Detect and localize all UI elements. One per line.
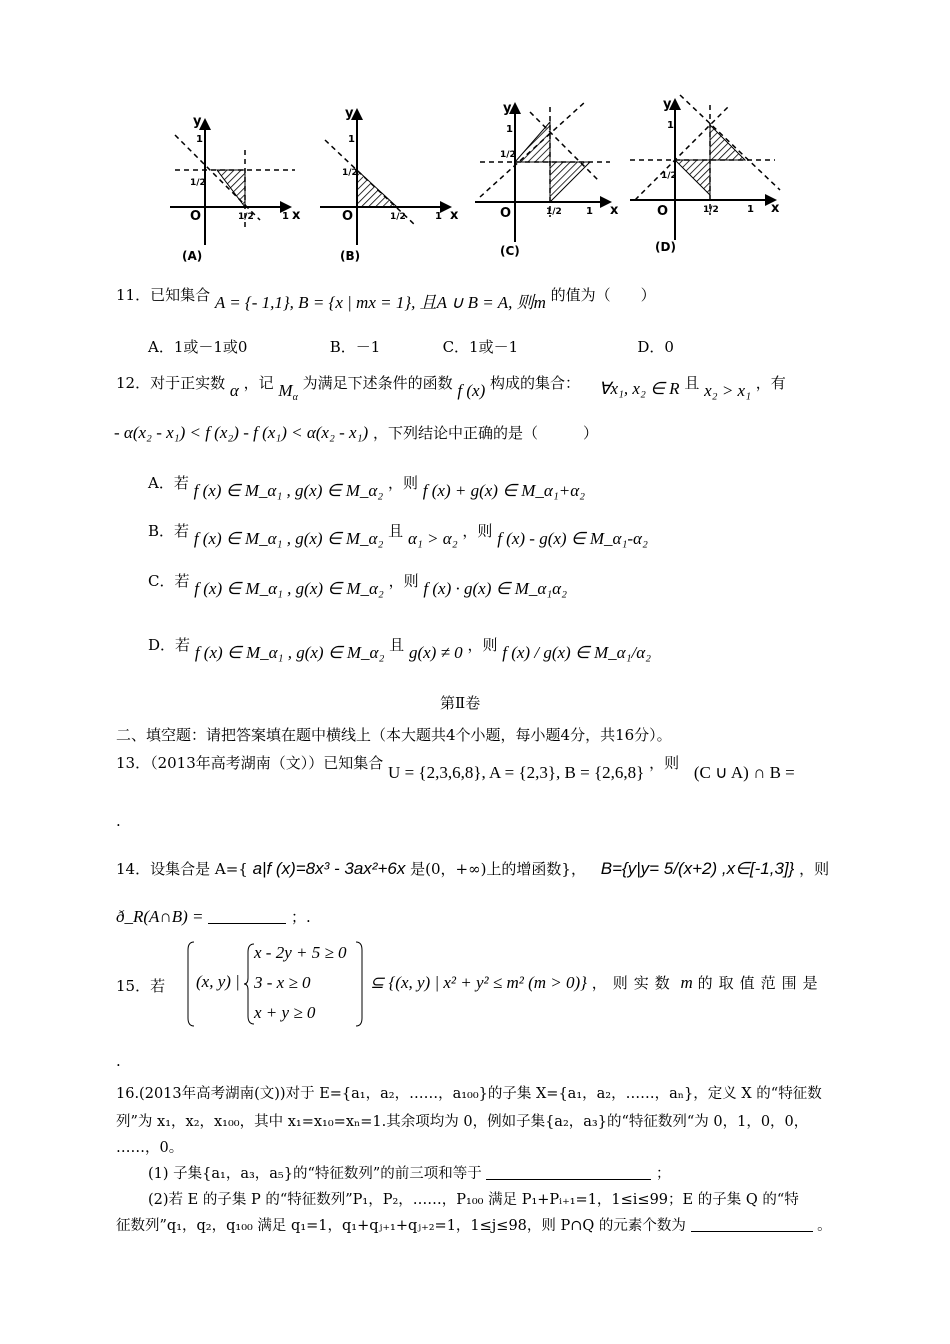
svg-text:y: y: [663, 97, 672, 112]
figure-label-a: (A): [182, 249, 203, 263]
section-2-heading: 二、填空题：请把答案填在题中横线上（本大题共4个小题，每小题4分，共16分）。: [116, 726, 672, 744]
q12-option-c[interactable]: C．若 f (x) ∈ M_α₁ , g(x) ∈ M_α₂ ，则 f (x) · g(x) ∈ M_α₁α₂: [148, 572, 568, 598]
svg-text:1: 1: [586, 206, 593, 217]
svg-text:1/2: 1/2: [390, 212, 406, 222]
q16-sub1: (1) 子集{a₁，a₃，a₅}的“特征数列”的前三项和等于 ；: [148, 1166, 671, 1182]
svg-text:1: 1: [348, 134, 355, 145]
svg-text:y: y: [503, 101, 512, 116]
q11-option-b[interactable]: B．－1: [329, 338, 381, 356]
x-axis-label: x: [292, 208, 301, 223]
svg-text:1/2: 1/2: [500, 150, 516, 160]
svg-text:O: O: [500, 206, 512, 221]
q13-end: .: [116, 812, 121, 830]
question-13: 13．（2013年高考湖南（文））已知集合 U = {2,3,6,8}, A = {2,3}, B = {2,6,8} ，则 (C ∪ A) ∩ B =: [116, 754, 795, 782]
svg-text:1: 1: [282, 211, 289, 222]
q15-end: .: [116, 1052, 121, 1070]
q16-sub2-line2: 征数列”q₁，q₂，q₁₀₀ 满足 q₁=1，q₁+qⱼ₊₁+qⱼ₊₂=1，1≤j≤98，则 P∩Q 的元素个数为 。: [116, 1218, 832, 1234]
q12-option-d[interactable]: D．若 f (x) ∈ M_α₁ , g(x) ∈ M_α₂ 且 g(x) ≠ 0 ，则 f (x) / g(x) ∈ M_α₁/α₂: [148, 636, 652, 662]
svg-text:O: O: [342, 209, 354, 224]
svg-text:1: 1: [747, 204, 754, 215]
figure-c: [470, 92, 620, 266]
q16-sub2-line1: (2)若 E 的子集 P 的“特征数列”P₁，P₂，……，P₁₀₀ 满足 P₁+Pᵢ₊₁=1，1≤i≤99；E 的子集 Q 的“特: [148, 1192, 799, 1208]
svg-text:1: 1: [435, 211, 442, 222]
q12-option-b[interactable]: B．若 f (x) ∈ M_α₁ , g(x) ∈ M_α₂ 且 α₁ > α₂ ，则 f (x) - g(x) ∈ M_α₁-α₂: [148, 522, 648, 548]
svg-text:1/2: 1/2: [342, 168, 358, 178]
question-16-line1: 16.(2013年高考湖南(文))对于 E={a₁，a₂，……，a₁₀₀}的子集 X={a₁，a₂，……，aₙ}，定义 X 的“特征数: [116, 1086, 822, 1102]
svg-text:1: 1: [506, 124, 513, 135]
figure-d: [625, 90, 785, 264]
svg-text:O: O: [657, 204, 669, 219]
q14-line2: ð_R(A∩B) = ；.: [116, 907, 311, 926]
svg-text:1/2: 1/2: [546, 207, 562, 217]
figure-a: [160, 95, 310, 269]
q15-rest: ⊆ {(x, y) | x² + y² ≤ m² (m > 0)} ，则实数 m 的取值范围是: [370, 973, 824, 992]
y-axis-label: y: [193, 114, 202, 129]
question-11: 11．已知集合 A = {- 1,1}, B = {x | mx = 1}, 且A ∪ B = A, 则m 的值为（ ）: [116, 286, 656, 312]
q14-answer-blank[interactable]: [208, 923, 286, 924]
q12-option-a[interactable]: A．若 f (x) ∈ M_α₁ , g(x) ∈ M_α₂ ，则 f (x) + g(x) ∈ M_α₁+α₂: [148, 474, 586, 500]
question-12: 12．对于正实数 α ，记 $M_\alpha$ 为满足下述条件的函数 f (x) 构成的集合： ∀x₁, x₂ ∈ R 且 x₂ > x₁ ，有: [116, 374, 786, 403]
part-2-title: 第Ⅱ卷: [440, 694, 481, 712]
svg-text:1: 1: [196, 134, 203, 145]
svg-text:1/2: 1/2: [661, 171, 677, 181]
q12-condition: - α(x₂ - x₁) < f (x₂) - f (x₁) < α(x₂ - x₁) ，下列结论中正确的是（ ）: [114, 423, 598, 442]
q16-sub1-answer-blank[interactable]: [486, 1179, 651, 1180]
question-16-line3: ……，0。: [116, 1140, 184, 1156]
svg-text:x: x: [610, 203, 619, 218]
figure-label-c: (C): [500, 244, 520, 258]
svg-text:1/2: 1/2: [703, 205, 719, 215]
svg-text:1: 1: [667, 120, 674, 131]
question-16-line2: 列”为 x₁，x₂，x₁₀₀，其中 x₁=x₁₀=xₙ=1.其余项均为 0，例如子集{a₂，a₃}的“特征数列“为 0，1，0，0，: [116, 1114, 809, 1130]
figure-label-d: (D): [655, 240, 676, 254]
figure-b: [310, 95, 460, 269]
svg-text:1/2: 1/2: [238, 212, 254, 222]
q11-options: [148, 336, 674, 357]
question-14: 14．设集合是 A={ a|f (x)=8x³ - 3ax²+6x 是(0，+∞)上的增函数}， B={y|y= 5/(x+2) ,x∈[-1,3]} ，则: [116, 859, 830, 878]
q11-option-c[interactable]: C．1或－1: [442, 338, 519, 356]
svg-text:y: y: [345, 106, 354, 121]
q16-sub2-answer-blank[interactable]: [691, 1231, 813, 1232]
svg-text:1/2: 1/2: [190, 178, 206, 188]
origin-label: O: [190, 209, 202, 224]
svg-text:x: x: [450, 208, 459, 223]
svg-text:x: x: [771, 201, 780, 216]
q11-math: A = {- 1,1}, B = {x | mx = 1}, 且A ∪ B = A, 则m: [214, 293, 546, 312]
q11-option-d[interactable]: D．0: [637, 338, 674, 356]
q11-option-a[interactable]: A．1或－1或0: [148, 338, 248, 356]
q15-set: (x, y) | x - 2y + 5 ≥ 0 3 - x ≥ 0 x + y ≥ 0: [186, 940, 366, 1028]
question-15: 15．若: [116, 977, 166, 995]
figure-label-b: (B): [340, 249, 361, 263]
